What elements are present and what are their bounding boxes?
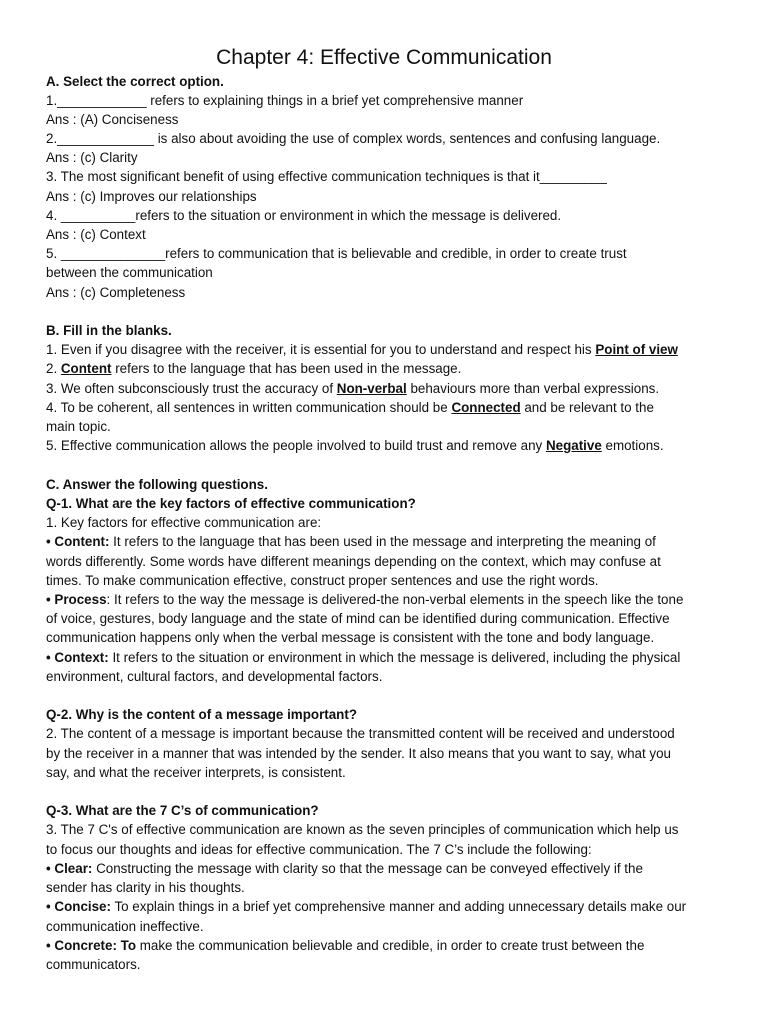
fill-blank-4: 4. To be coherent, all sentences in written communication should be Connected and be relevant to the: [46, 400, 654, 415]
context-bullet-line-2: environment, cultural factors, and developmental factors.: [46, 669, 383, 684]
question-2-answer-line-3: say, and what the receiver interprets, is consistent.: [46, 765, 346, 780]
process-bullet-line-2: of voice, gestures, body language and the state of mind can be identified during communication. Effective: [46, 611, 670, 626]
section-a-question-5: 5. ______________refers to communication that is believable and credible, in order to create trust: [46, 246, 627, 261]
fill-answer-5: Negative: [545, 438, 602, 453]
section-a-heading: A. Select the correct option.: [46, 74, 224, 89]
section-a-answer-5: Ans : (c) Completeness: [46, 285, 186, 300]
process-bullet: • Process: It refers to the way the message is delivered-the non-verbal elements in the speech like the tone: [46, 592, 684, 607]
section-a-answer-1: Ans : (A) Conciseness: [46, 112, 179, 127]
section-a-answer-2: Ans : (c) Clarity: [46, 150, 138, 165]
clear-bullet: • Clear: Constructing the message with clarity so that the message can be conveyed effectively if the: [46, 861, 643, 876]
fill-blank-3: 3. We often subconsciously trust the accuracy of Non-verbal behaviours more than verbal expressions.: [46, 381, 660, 396]
section-a-answer-3: Ans : (c) Improves our relationships: [46, 189, 257, 204]
content-bullet: • Content: It refers to the language that has been used in the message and interpreting the meaning of: [46, 534, 656, 549]
concise-bullet: • Concise: To explain things in a brief yet comprehensive manner and adding unnecessary details make our: [46, 899, 687, 914]
section-a-question-1: 1.____________ refers to explaining things in a brief yet comprehensive manner: [46, 93, 524, 108]
question-1-heading: Q-1. What are the key factors of effective communication?: [46, 496, 416, 511]
fill-blank-2: 2. Content refers to the language that has been used in the message.: [46, 361, 462, 376]
section-a-question-5-cont: between the communication: [46, 265, 213, 280]
fill-answer-3: Non-verbal: [336, 381, 407, 396]
section-a-answer-4: Ans : (c) Context: [46, 227, 146, 242]
fill-blank-4-cont: main topic.: [46, 419, 111, 434]
section-a-question-3: 3. The most significant benefit of using effective communication techniques is that it_________: [46, 169, 607, 184]
section-a-question-2: 2._____________ is also about avoiding the use of complex words, sentences and confusing language.: [46, 131, 661, 146]
fill-blank-1: 1. Even if you disagree with the receiver, it is essential for you to understand and respect his Point of view: [46, 342, 678, 357]
clear-bullet-line-2: sender has clarity in his thoughts.: [46, 880, 245, 895]
fill-answer-4: Connected: [451, 400, 521, 415]
fill-blank-5: 5. Effective communication allows the people involved to build trust and remove any Negative emotions.: [46, 438, 664, 453]
section-b-heading: B. Fill in the blanks.: [46, 323, 172, 338]
content-bullet-line-3: times. To make communication effective, construct proper sentences and use the right words.: [46, 573, 599, 588]
context-bullet: • Context: It refers to the situation or environment in which the message is delivered, including the physical: [46, 650, 681, 665]
question-1-intro: 1. Key factors for effective communication are:: [46, 515, 322, 530]
section-c-heading: C. Answer the following questions.: [46, 477, 268, 492]
fill-answer-2: Content: [60, 361, 112, 376]
concrete-bullet: • Concrete: To make the communication believable and credible, in order to create trust between the: [46, 938, 645, 953]
question-3-heading: Q-3. What are the 7 C’s of communication?: [46, 803, 319, 818]
content-bullet-line-2: words differently. Some words have different meanings depending on the context, which may confuse at: [46, 554, 661, 569]
question-2-heading: Q-2. Why is the content of a message important?: [46, 707, 358, 722]
question-2-answer-line-2: by the receiver in a manner that was intended by the sender. It also means that you want to say, what you: [46, 746, 672, 761]
section-a-question-4: 4. __________refers to the situation or environment in which the message is delivered.: [46, 208, 562, 223]
question-2-answer-line-1: 2. The content of a message is important because the transmitted content will be received and understood: [46, 726, 675, 741]
question-3-answer-line-2: to focus our thoughts and ideas for effective communication. The 7 C’s include the following:: [46, 842, 592, 857]
page-title: Chapter 4: Effective Communication: [216, 46, 552, 69]
concise-bullet-line-2: communication ineffective.: [46, 919, 204, 934]
fill-answer-1: Point of view: [595, 342, 678, 357]
concrete-bullet-line-2: communicators.: [46, 957, 141, 972]
process-bullet-line-3: communication happens only when the verbal message is consistent with the tone and body language.: [46, 630, 655, 645]
question-3-answer-line-1: 3. The 7 C's of effective communication are known as the seven principles of communication which help us: [46, 822, 679, 837]
